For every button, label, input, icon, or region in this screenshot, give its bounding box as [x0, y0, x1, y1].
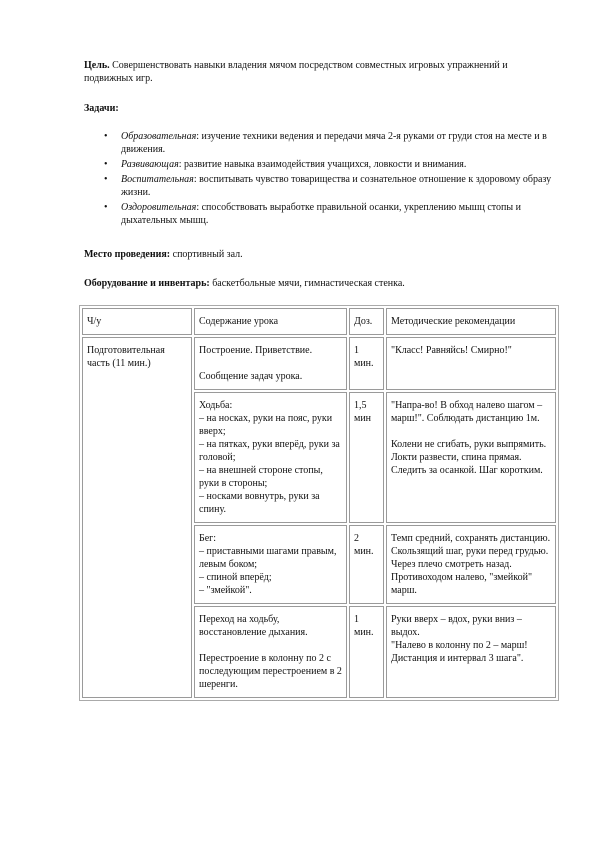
- equipment-label: Оборудование и инвентарь:: [84, 278, 210, 289]
- recommendation-cell: Темп средний, сохранять дистанцию. Скользящий шаг, руки перед грудью. Через плечо смотреть назад. Противоходом налево, "змейкой" марш.: [386, 525, 556, 604]
- recommendation-cell: "Класс! Равняйсь! Смирно!": [386, 337, 556, 390]
- header-cell-dose: Доз.: [349, 308, 384, 335]
- table-header-row: [82, 308, 556, 335]
- task-name: Развивающая: [121, 159, 179, 170]
- tasks-title: Задачи:: [84, 103, 119, 114]
- lesson-table: [79, 305, 559, 701]
- task-item: [84, 130, 554, 156]
- dose-cell: 1 мин.: [349, 337, 384, 390]
- task-item: [84, 201, 554, 227]
- task-text: : развитие навыка взаимодействия учащихся, ловкости и внимания.: [178, 159, 467, 170]
- content-cell: Переход на ходьбу, восстановление дыхания. Перестроение в колонну по 2 с последующим перестроением в 2 шеренги.: [194, 606, 347, 698]
- place-label: Место проведения:: [84, 249, 171, 260]
- task-text: : воспитывать чувство товарищества и сознательное отношение к здоровому образу жизни.: [121, 174, 552, 198]
- header-cell-content: Содержание урока: [194, 308, 347, 335]
- recommendation-cell: "Напра-во! В обход налево шагом – марш!". Соблюдать дистанцию 1м. Колени не сгибать, руки выпрямить. Локти развести, спина прямая. Следить за осанкой. Шаг коротким.: [386, 392, 556, 523]
- task-item: [84, 158, 554, 171]
- task-name: Воспитательная: [121, 174, 194, 185]
- bullet-icon: •: [104, 174, 108, 185]
- task-name: Оздоровительная: [121, 202, 197, 213]
- task-name: Образовательная: [121, 131, 197, 142]
- part-cell: Подготовительная часть (11 мин.): [82, 337, 192, 698]
- task-item: [84, 173, 554, 199]
- bullet-icon: •: [104, 131, 108, 142]
- header-cell-recommendations: Методические рекомендации: [386, 308, 556, 335]
- task-text: : способствовать выработке правильной осанки, укреплению мышц стопы и дыхательных мышц.: [121, 202, 521, 226]
- place-value: спортивный зал.: [170, 249, 243, 260]
- task-text: : изучение техники ведения и передачи мяча 2-я руками от груди стоя на месте и в движения.: [121, 131, 547, 155]
- goal-label: Цель.: [84, 60, 110, 71]
- recommendation-cell: Руки вверх – вдох, руки вниз – выдох. "Налево в колонну по 2 – марш! Дистанция и интервал 3 шага".: [386, 606, 556, 698]
- bullet-icon: •: [104, 202, 108, 213]
- content-cell: Ходьба: – на носках, руки на пояс, руки вверх; – на пятках, руки вперёд, руки за головой; – на внешней стороне стопы, руки в стороны; – носками вовнутрь, руки за спину.: [194, 392, 347, 523]
- equipment-paragraph: [84, 277, 405, 290]
- header-cell-part: Ч/у: [82, 308, 192, 335]
- dose-cell: 1 мин.: [349, 606, 384, 698]
- equipment-value: баскетбольные мячи, гимнастическая стенка.: [209, 278, 405, 289]
- content-cell: Построение. Приветствие. Сообщение задач урока.: [194, 337, 347, 390]
- bullet-icon: •: [104, 159, 108, 170]
- place-paragraph: [84, 248, 243, 261]
- goal-text: Совершенствовать навыки владения мячом посредством совместных игровых упражнений и подвижных игр.: [84, 60, 508, 84]
- content-cell: Бег: – приставными шагами правым, левым боком; – спиной вперёд; – "змейкой".: [194, 525, 347, 604]
- dose-cell: 1,5 мин: [349, 392, 384, 523]
- goal-paragraph: [84, 59, 534, 85]
- table-row: [82, 337, 556, 390]
- dose-cell: 2 мин.: [349, 525, 384, 604]
- tasks-list: [84, 130, 554, 229]
